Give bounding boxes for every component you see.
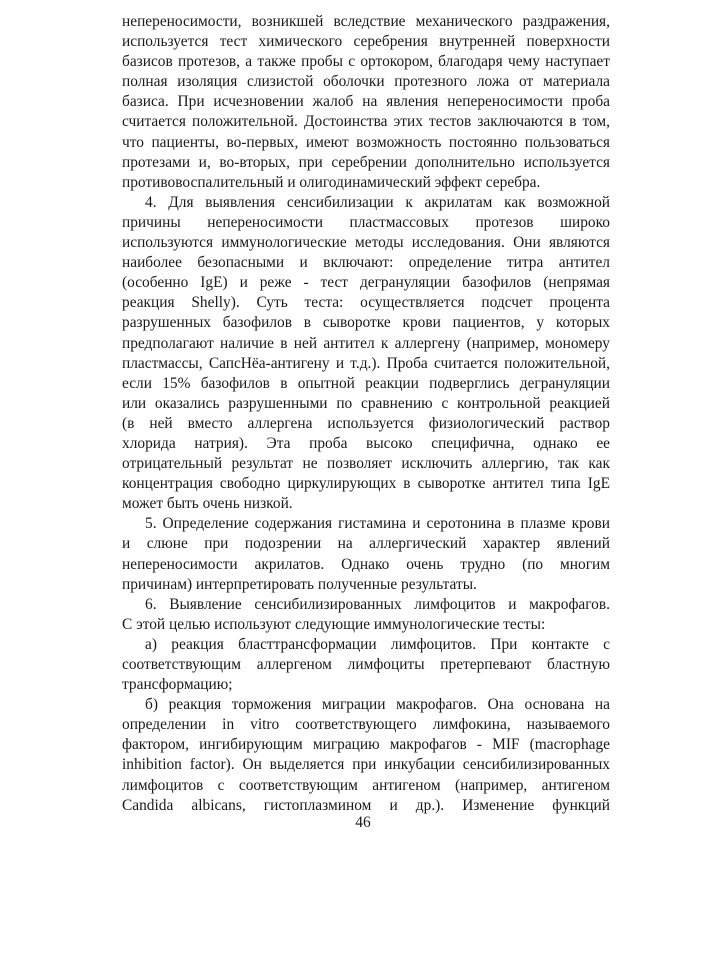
- text-line: используется тест химического серебрения внутренней поверхности: [122, 33, 610, 51]
- text-line: С этой целью используют следующие иммунологические тесты:: [122, 615, 546, 633]
- text-line: разрушенных базофилов в сыворотке крови пациентов, у которых: [122, 314, 610, 332]
- text-line: причины непереносимости пластмассовых протезов широко: [122, 213, 610, 231]
- text-line: предполагают наличие в ней антител к аллергену (например, мономеру: [122, 334, 610, 352]
- text-line: а) реакция бласттрансформации лимфоцитов. При контакте с: [145, 635, 610, 653]
- text-line: или оказались разрушенными по сравнению с контрольной реакцией: [122, 394, 610, 412]
- text-line: базиса. При исчезновении жалоб на явления непереносимости проба: [122, 93, 610, 111]
- text-line: inhibition factor). Он выделяется при инкубации сенсибилизированных: [122, 756, 610, 774]
- text-line: хлорида натрия). Эта проба высоко специфична, однако ее: [122, 434, 610, 452]
- text-line: базисов протезов, а также пробы с ортокором, благодаря чему наступает: [122, 53, 610, 71]
- text-line: что пациенты, во-первых, имеют возможность постоянно пользоваться: [122, 133, 610, 151]
- text-line: соответствующим аллергеном лимфоциты претерпевают бластную: [122, 656, 610, 673]
- text-line: трансформацию;: [122, 676, 233, 694]
- text-line: причинам) интерпретировать полученные результаты.: [122, 575, 477, 593]
- text-line: полная изоляция слизистой оболочки протезного ложа от материала: [122, 73, 610, 91]
- text-line: б) реакция торможения миграции макрофагов. Она основана на: [145, 696, 610, 714]
- text-line: концентрация свободно циркулирующих в сыворотке антител типа IgE: [122, 475, 610, 493]
- text-line: если 15% базофилов в опытной реакции подверглись дегрануляции: [122, 374, 610, 392]
- text-line: (в ней вместо аллергена используется физиологический раствор: [122, 414, 610, 432]
- text-line: определении in vitro соответствующего лимфокина, называемого: [122, 716, 610, 734]
- text-line: фактором, ингибирующим миграцию макрофагов - MIF (macrophage: [122, 736, 610, 754]
- text-line: может быть очень низкой.: [122, 495, 293, 513]
- text-line: используются иммунологические методы исследования. Они являются: [122, 234, 610, 252]
- text-line: непереносимости, возникшей вследствие механического раздражения,: [122, 13, 610, 30]
- body-text: [122, 12, 610, 816]
- page-number: 46: [355, 814, 371, 831]
- text-line: пластмассы, СапсНёа-антигену и т.д.). Проба считается положительной,: [122, 354, 610, 372]
- text-line: считается положительной. Достоинства этих тестов заключаются в том,: [122, 113, 610, 131]
- text-line: отрицательный результат не позволяет исключить аллергию, так как: [122, 455, 610, 473]
- text-line: 5. Определение содержания гистамина и серотонина в плазме крови: [145, 515, 610, 533]
- text-line: 6. Выявление сенсибилизированных лимфоцитов и макрофагов.: [145, 595, 610, 613]
- text-line: реакция Shelly). Суть теста: осуществляется подсчет процента: [122, 294, 610, 312]
- text-line: протезами и, во-вторых, при серебрении дополнительно используется: [122, 153, 610, 171]
- text-line: (особенно IgE) и реже - тест дегрануляции базофилов (непрямая: [122, 274, 610, 292]
- text-line: и слюне при подозрении на аллергический характер явлений: [122, 535, 610, 553]
- text-line: Candida albicans, гистоплазмином и др.). Изменение функций: [122, 796, 610, 814]
- text-line: 4. Для выявления сенсибилизации к акрилатам как возможной: [145, 193, 610, 211]
- text-line: противовоспалительный и олигодинамический эффект серебра.: [122, 173, 541, 191]
- text-line: непереносимости акрилатов. Однако очень трудно (по многим: [122, 555, 610, 573]
- text-line: лимфоцитов с соответствующим антигеном (например, антигеном: [122, 776, 610, 794]
- text-line: наиболее безопасными и включают: определение титра антител: [122, 254, 610, 272]
